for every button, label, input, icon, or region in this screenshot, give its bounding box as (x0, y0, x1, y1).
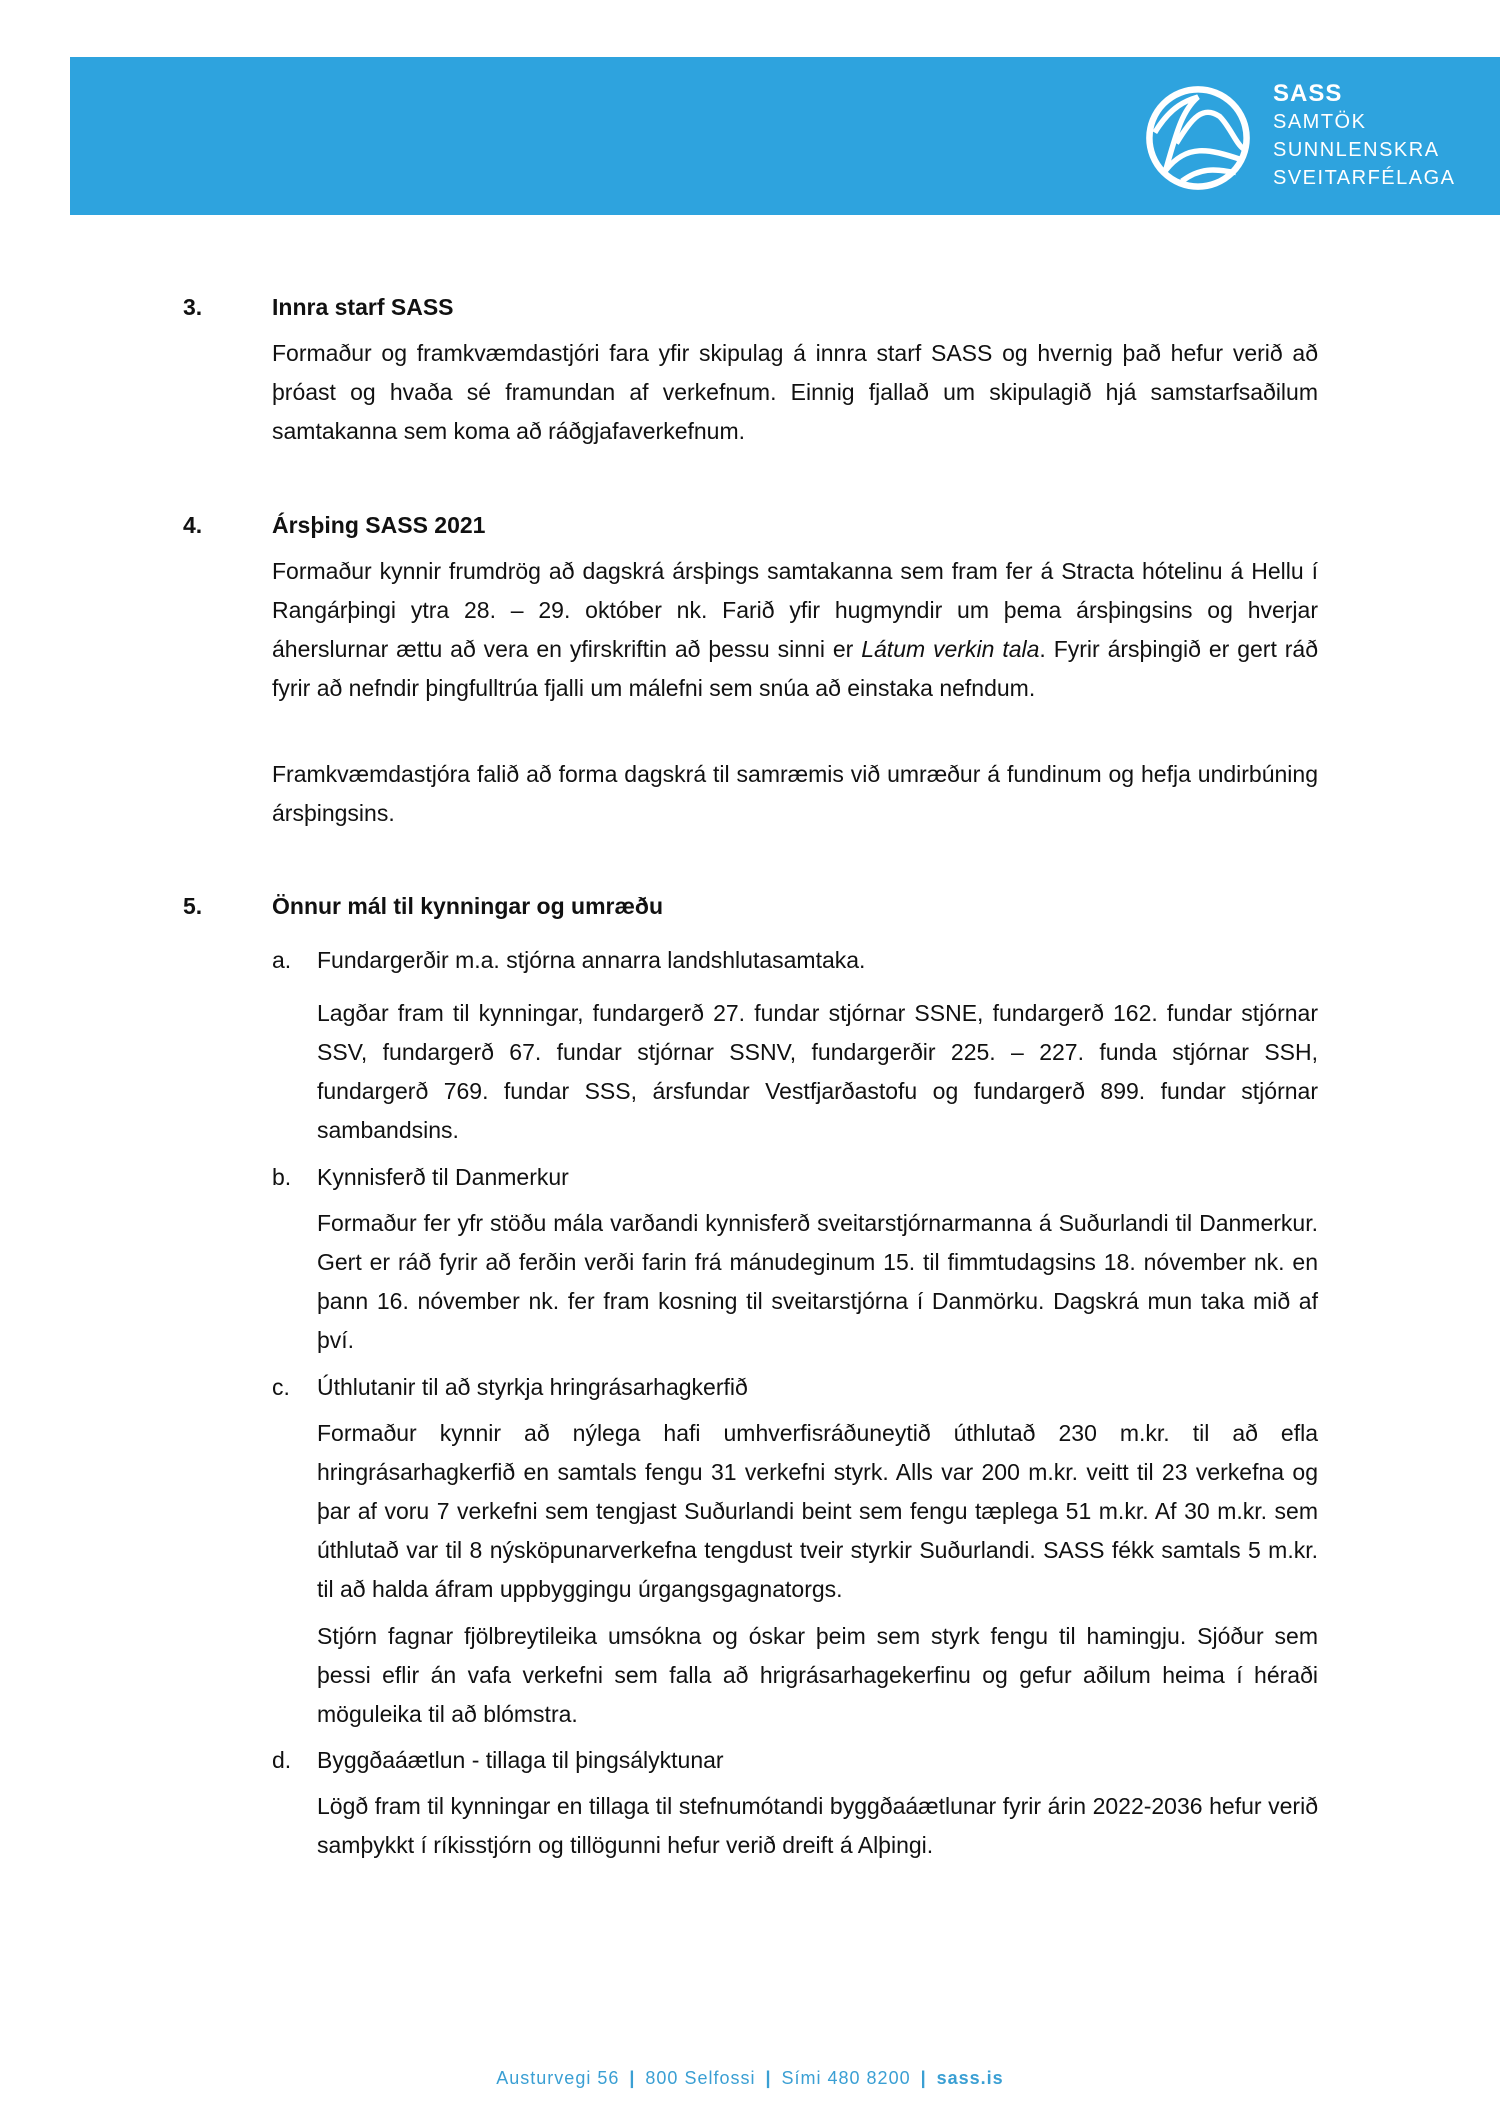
item-letter: b. (272, 1164, 292, 1190)
section-number: 3. (183, 294, 203, 320)
item-paragraph: Stjórn fagnar fjölbreytileika umsókna og óskar þeim sem styrk fengu til hamingju. Sjóður sem þessi eflir án vafa verkefni sem falla að hrigrásarhagekerfinu og gefur aðilum heima í héraði möguleika til að blómstra. (317, 1623, 1318, 1727)
separator: | (920, 2068, 927, 2088)
emphasis: Látum verkin tala (861, 636, 1040, 662)
separator: | (765, 2068, 772, 2088)
text: . Fyrir ársþingið er gert ráð fyrir að nefndir þingfulltrúa fjalli um málefni sem snúa að einstaka nefndum. (272, 636, 1318, 701)
brand-line: SAMTÖK (1273, 111, 1367, 133)
footer-website-link[interactable]: sass.is (936, 2068, 1004, 2088)
section-number: 4. (183, 512, 203, 538)
item-title: Byggðaáætlun - tillaga til þingsályktunar (317, 1747, 724, 1773)
section-title: Innra starf SASS (272, 294, 454, 320)
section-number: 5. (183, 893, 203, 919)
sass-logo-icon (1144, 84, 1252, 192)
brand-line: SVEITARFÉLAGA (1273, 167, 1456, 189)
brand-title: SASS (1273, 80, 1343, 107)
item-paragraph: Formaður fer yfr stöðu mála varðandi kynnisferð sveitarstjórnarmanna á Suðurlandi til Danmerkur. Gert er ráð fyrir að ferðin verði farin frá mánudeginum 15. til fimmtudagsins 18. nóvember nk. en þann 16. nóvember nk. fer fram kosning til sveitarstjórna í Danmörku. Dagskrá mun taka mið af því. (317, 1210, 1318, 1353)
footer (0, 2068, 1500, 2089)
item-letter: c. (272, 1374, 290, 1400)
item-paragraph: Lögð fram til kynningar en tillaga til stefnumótandi byggðaáætlunar fyrir árin 2022-2036 hefur verið samþykkt í ríkisstjórn og tillögunni hefur verið dreift á Alþingi. (317, 1793, 1318, 1858)
footer-address: Austurvegi 56 (496, 2068, 620, 2088)
brand-name (1273, 80, 1456, 192)
footer-phone: Sími 480 8200 (781, 2068, 911, 2088)
section-paragraph: Framkvæmdastjóra falið að forma dagskrá til samræmis við umræður á fundinum og hefja undirbúning ársþingsins. (272, 761, 1318, 826)
text: Formaður kynnir frumdrög að dagskrá ársþings samtakanna sem fram fer á Stracta hótelinu á Hellu í Rangárþingi ytra 28. – 29. október nk. Farið yfir hugmyndir um þema ársþingsins og hverjar áherslurnar ættu að vera en yfirskriftin að þessu sinni er (272, 558, 1318, 662)
item-title: Fundargerðir m.a. stjórna annarra landshlutasamtaka. (317, 947, 866, 973)
footer-city: 800 Selfossi (645, 2068, 756, 2088)
brand-line: SUNNLENSKRA (1273, 139, 1440, 161)
item-title: Kynnisferð til Danmerkur (317, 1164, 569, 1190)
separator: | (629, 2068, 636, 2088)
item-title: Úthlutanir til að styrkja hringrásarhagkerfið (317, 1374, 748, 1400)
section-title: Ársþing SASS 2021 (272, 512, 486, 538)
section-paragraph (272, 552, 1318, 708)
item-letter: d. (272, 1747, 292, 1773)
section-title: Önnur mál til kynningar og umræðu (272, 893, 664, 919)
item-paragraph: Lagðar fram til kynningar, fundargerð 27. fundar stjórnar SSNE, fundargerð 162. fundar stjórnar SSV, fundargerð 67. fundar stjórnar SSNV, fundargerðir 225. – 227. funda stjórnar SSH, fundargerð 769. fundar SSS, ársfundar Vestfjarðastofu og fundargerð 899. fundar stjórnar sambandsins. (317, 1000, 1318, 1143)
item-letter: a. (272, 947, 292, 973)
section-paragraph: Formaður og framkvæmdastjóri fara yfir skipulag á innra starf SASS og hvernig það hefur verið að þróast og hvaða sé framundan af verkefnum. Einnig fjallað um skipulagið hjá samstarfsaðilum samtakanna sem koma að ráðgjafaverkefnum. (272, 340, 1318, 444)
item-paragraph: Formaður kynnir að nýlega hafi umhverfisráðuneytið úthlutað 230 m.kr. til að efla hringrásarhagkerfið en samtals fengu 31 verkefni styrk. Alls var 200 m.kr. veitt til 23 verkefna og þar af voru 7 verkefni sem tengjast Suðurlandi beint sem fengu tæplega 51 m.kr. Af 30 m.kr. sem úthlutað var til 8 nýsköpunarverkefna tengdust tveir styrkir Suðurlandi. SASS fékk samtals 5 m.kr. til að halda áfram uppbyggingu úrgangsgagnatorgs. (317, 1420, 1318, 1602)
